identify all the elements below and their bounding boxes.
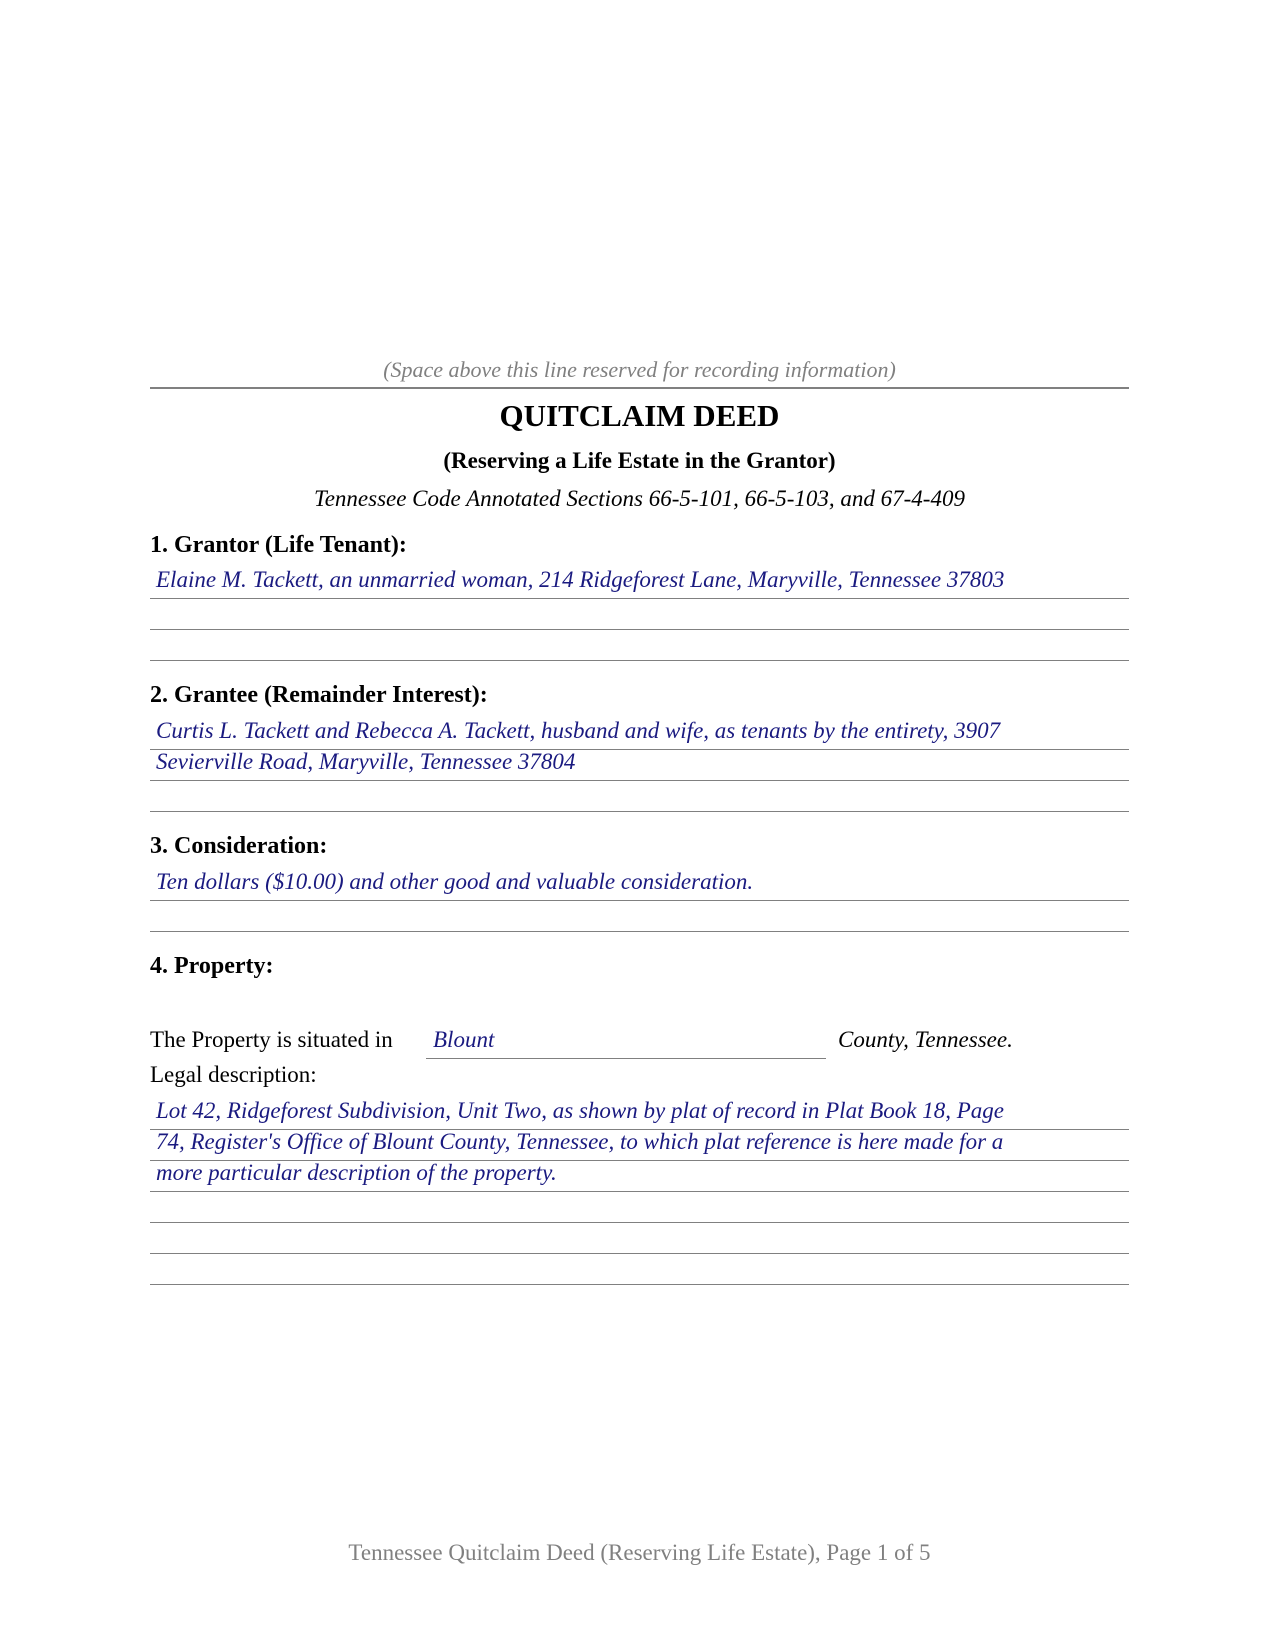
county-suffix: County, Tennessee. (838, 1027, 1013, 1052)
grantee-rule-3 (150, 811, 1129, 812)
grantor-rule-1 (150, 598, 1129, 599)
recording-space-note: (Space above this line reserved for recording information) (383, 357, 896, 382)
grantor-rule-3 (150, 660, 1129, 661)
consideration-heading: 3. Consideration: (150, 833, 328, 859)
consideration-rule-1 (150, 900, 1129, 901)
property-situated-label: The Property is situated in (150, 1027, 393, 1052)
legal-line-2[interactable]: 74, Register's Office of Blount County, Tennessee, to which plat reference is here made for a (156, 1129, 1004, 1154)
legal-rule-3 (150, 1191, 1129, 1192)
consideration-line-1[interactable]: Ten dollars ($10.00) and other good and valuable consideration. (156, 869, 754, 894)
page-footer: Tennessee Quitclaim Deed (Reserving Life Estate), Page 1 of 5 (348, 1540, 931, 1565)
statute-reference: Tennessee Code Annotated Sections 66-5-101, 66-5-103, and 67-4-409 (314, 486, 965, 511)
legal-rule-5 (150, 1253, 1129, 1254)
grantee-heading: 2. Grantee (Remainder Interest): (150, 682, 488, 708)
document-subtitle: (Reserving a Life Estate in the Grantor) (443, 448, 836, 473)
county-field[interactable] (426, 1027, 826, 1059)
property-heading: 4. Property: (150, 953, 274, 979)
grantor-heading: 1. Grantor (Life Tenant): (150, 532, 407, 558)
grantor-rule-2 (150, 629, 1129, 630)
legal-line-1[interactable]: Lot 42, Ridgeforest Subdivision, Unit Two, as shown by plat of record in Plat Book 18, Page (156, 1098, 1004, 1123)
grantee-line-1[interactable]: Curtis L. Tackett and Rebecca A. Tackett, husband and wife, as tenants by the entirety, 3907 (156, 718, 1001, 743)
legal-description-label: Legal description: (150, 1062, 317, 1087)
consideration-rule-2 (150, 931, 1129, 932)
recording-divider (150, 387, 1129, 389)
grantor-line-1[interactable]: Elaine M. Tackett, an unmarried woman, 214 Ridgeforest Lane, Maryville, Tennessee 37803 (156, 567, 1005, 592)
legal-line-3[interactable]: more particular description of the property. (156, 1160, 557, 1185)
deed-page (150, 0, 1129, 1650)
document-title: QUITCLAIM DEED (499, 398, 780, 433)
legal-rule-6 (150, 1284, 1129, 1285)
legal-rule-4 (150, 1222, 1129, 1223)
grantee-rule-2 (150, 780, 1129, 781)
county-value: Blount (433, 1027, 495, 1052)
grantee-line-2[interactable]: Sevierville Road, Maryville, Tennessee 37804 (156, 749, 576, 774)
